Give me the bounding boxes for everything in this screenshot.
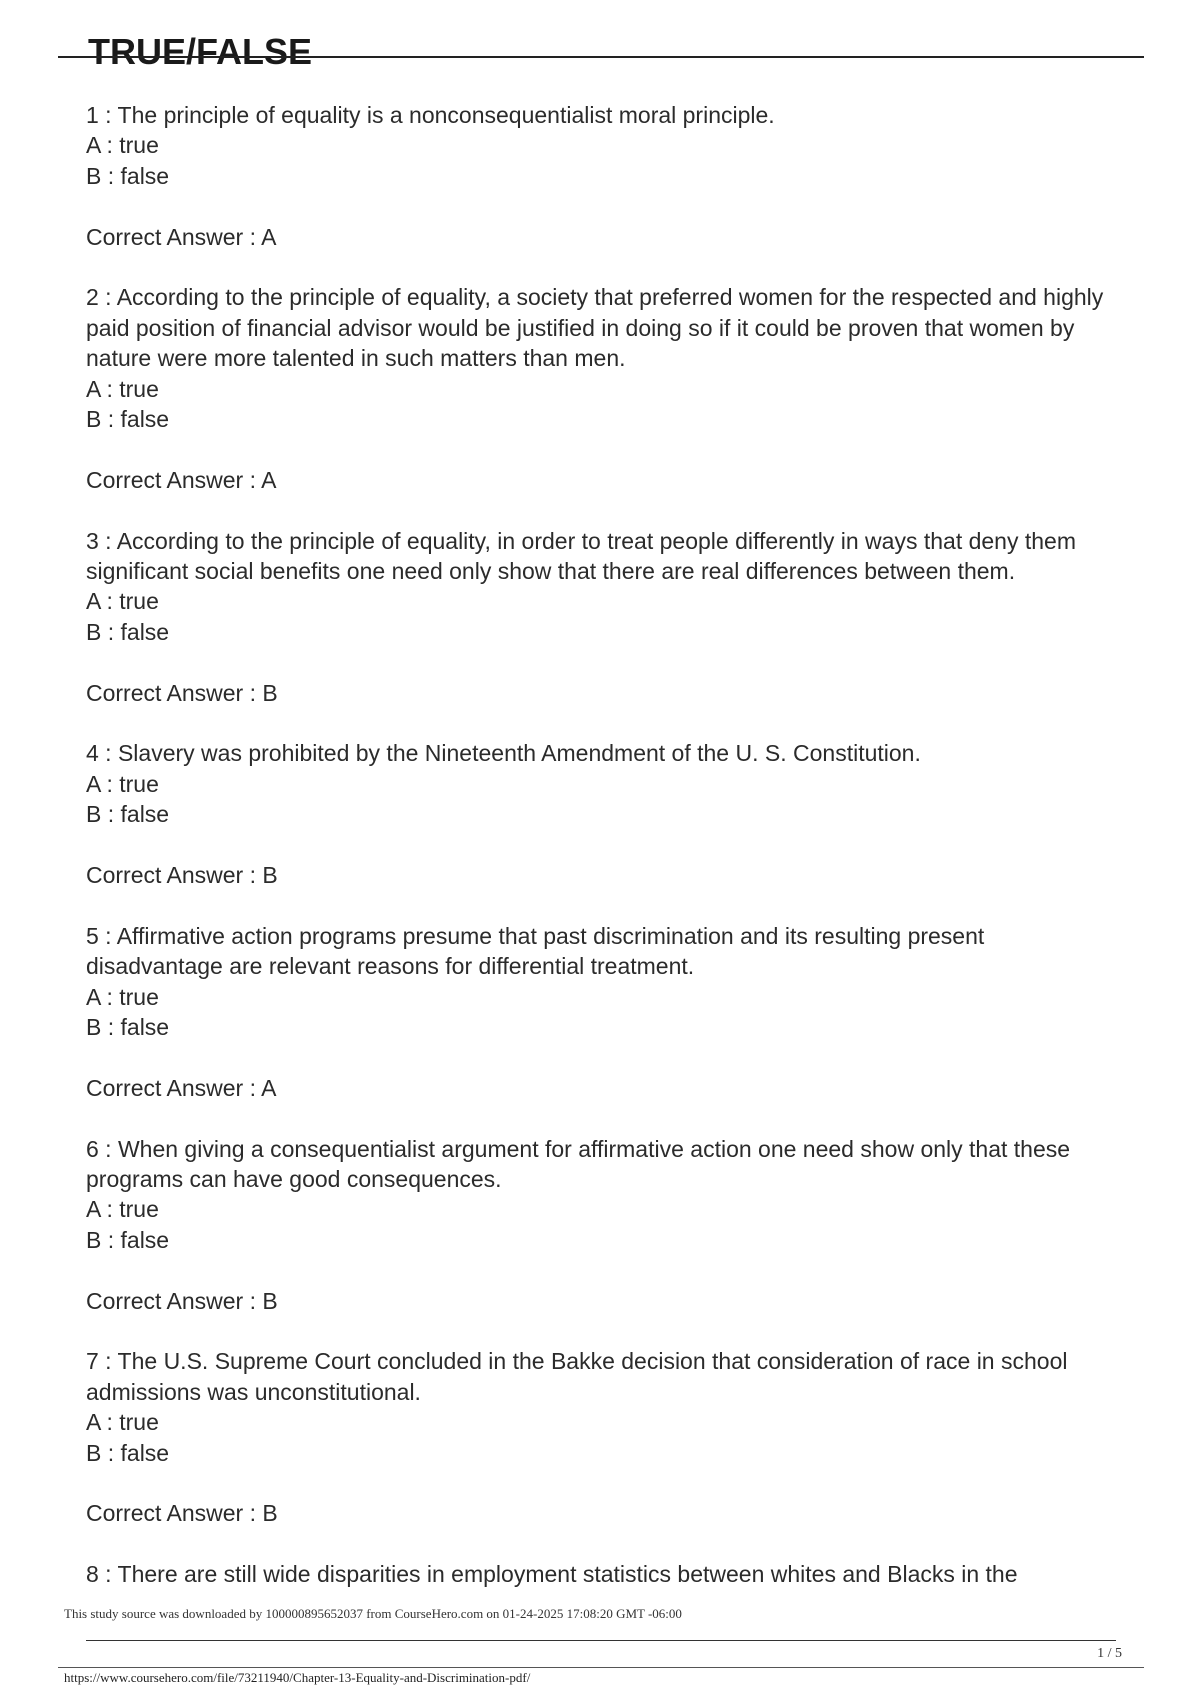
correct-answer: Correct Answer : B	[86, 1500, 278, 1527]
bottom-divider	[58, 1667, 1144, 1668]
question-list	[86, 100, 1106, 1612]
option-b: B : false	[86, 1226, 170, 1253]
option-b: B : false	[86, 162, 170, 189]
option-b: B : false	[86, 1014, 170, 1041]
question-text: 3 : According to the principle of equality, in order to treat people differently in ways that deny them significant social benefits one need only show that there are real differences between them.	[86, 527, 1076, 585]
question-text: 2 : According to the principle of equality, a society that preferred women for the respected and highly paid position of financial advisor would be justified in doing so if it could be proven that women by nature were more talented in such matters than men.	[86, 284, 1104, 372]
answer-options	[86, 769, 1106, 830]
answer-options	[86, 130, 1106, 191]
option-a: A : true	[86, 1409, 159, 1436]
answer-options	[86, 1407, 1106, 1468]
question-text: 5 : Affirmative action programs presume that past discrimination and its resulting present disadvantage are relevant reasons for differential treatment.	[86, 922, 985, 980]
correct-answer: Correct Answer : B	[86, 1287, 278, 1314]
question-2	[86, 282, 1106, 495]
question-8	[86, 1559, 1106, 1589]
question-text: 1 : The principle of equality is a nonconsequentialist moral principle.	[86, 102, 775, 128]
answer-options	[86, 982, 1106, 1043]
download-watermark: This study source was downloaded by 100000895652037 from CourseHero.com on 01-24-2025 17:08:20 GMT -06:00	[64, 1606, 682, 1621]
correct-answer: Correct Answer : A	[86, 1074, 277, 1101]
option-a: A : true	[86, 1196, 159, 1223]
answer-options	[86, 374, 1106, 435]
option-b: B : false	[86, 801, 170, 828]
question-5	[86, 921, 1106, 1103]
option-a: A : true	[86, 588, 159, 615]
correct-answer: Correct Answer : B	[86, 679, 278, 706]
question-6	[86, 1134, 1106, 1316]
option-a: A : true	[86, 132, 159, 159]
option-b: B : false	[86, 1439, 170, 1466]
question-text: 8 : There are still wide disparities in employment statistics between whites and Blacks in the	[86, 1561, 1018, 1588]
section-title: TRUE/FALSE	[88, 31, 313, 72]
correct-answer: Correct Answer : B	[86, 862, 278, 889]
question-text: 4 : Slavery was prohibited by the Nineteenth Amendment of the U. S. Constitution.	[86, 740, 921, 767]
question-7	[86, 1346, 1106, 1528]
question-3	[86, 526, 1106, 708]
answer-options	[86, 1194, 1106, 1255]
option-a: A : true	[86, 983, 159, 1010]
option-a: A : true	[86, 770, 159, 797]
answer-options	[86, 586, 1106, 647]
question-1	[86, 100, 1106, 252]
option-a: A : true	[86, 375, 159, 402]
source-url-link[interactable]: https://www.coursehero.com/file/73211940/Chapter-13-Equality-and-Discrimination-pdf/	[64, 1670, 531, 1685]
footer-divider	[86, 1640, 1116, 1641]
option-b: B : false	[86, 406, 170, 433]
question-text: 6 : When giving a consequentialist argument for affirmative action one need show only that these programs can have good consequences.	[86, 1135, 1071, 1193]
title-divider	[58, 56, 1144, 58]
correct-answer: Correct Answer : A	[86, 466, 277, 493]
option-b: B : false	[86, 618, 170, 645]
question-text: 7 : The U.S. Supreme Court concluded in the Bakke decision that consideration of race in school admissions was unconstitutional.	[86, 1348, 1068, 1405]
correct-answer: Correct Answer : A	[86, 223, 277, 250]
question-4	[86, 738, 1106, 890]
page-number: 1 / 5	[1097, 1646, 1122, 1661]
